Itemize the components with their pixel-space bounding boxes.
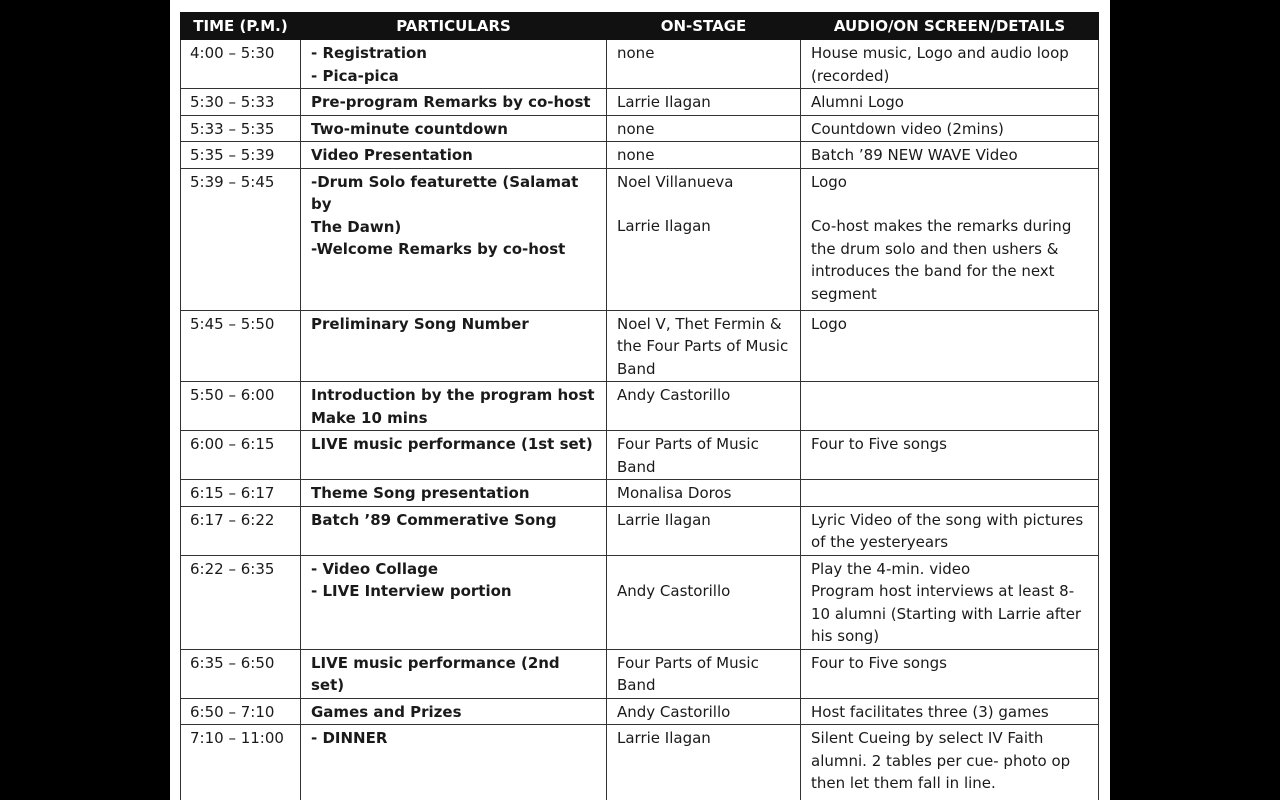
details-line: Batch ’89 NEW WAVE Video bbox=[811, 146, 1018, 164]
cell-particulars bbox=[301, 506, 607, 555]
cell-particulars bbox=[301, 698, 607, 725]
cell-details bbox=[801, 115, 1099, 142]
cell-particulars bbox=[301, 310, 607, 382]
particulars-line: -Welcome Remarks by co-host bbox=[311, 240, 566, 258]
details-line: then let them fall in line. bbox=[811, 774, 996, 792]
details-line: Logo bbox=[811, 314, 847, 333]
details-line: Host facilitates three (3) games bbox=[811, 702, 1049, 721]
spacer bbox=[811, 193, 1090, 215]
cell-particulars bbox=[301, 40, 607, 89]
table-body bbox=[181, 40, 1099, 800]
cell-onstage bbox=[607, 382, 801, 431]
details-line: House music, Logo and audio loop bbox=[811, 44, 1069, 62]
cell-time: 6:00 – 6:15 bbox=[181, 431, 301, 480]
cell-time: 4:00 – 5:30 bbox=[181, 40, 301, 89]
table-row bbox=[181, 310, 1099, 382]
header-time: TIME (P.M.) bbox=[181, 13, 301, 40]
details-line: Countdown video (2mins) bbox=[811, 119, 1004, 138]
header-particulars: PARTICULARS bbox=[301, 13, 607, 40]
particulars-line: Batch ’89 Commerative Song bbox=[311, 510, 557, 529]
onstage-line: Andy Castorillo bbox=[617, 386, 731, 404]
particulars-line: - Video Collage bbox=[311, 559, 439, 578]
table-row bbox=[181, 480, 1099, 507]
cell-onstage bbox=[607, 142, 801, 169]
cell-details bbox=[801, 725, 1099, 800]
cell-time: 5:35 – 5:39 bbox=[181, 142, 301, 169]
cell-details bbox=[801, 40, 1099, 89]
particulars-line: Preliminary Song Number bbox=[311, 314, 529, 333]
particulars-line: LIVE music performance (1st set) bbox=[311, 435, 593, 453]
particulars-line: The Dawn) bbox=[311, 217, 402, 236]
details-line: Alumni Logo bbox=[811, 93, 904, 111]
cell-time: 5:45 – 5:50 bbox=[181, 310, 301, 382]
details-line: Logo bbox=[811, 172, 847, 191]
table-row bbox=[181, 142, 1099, 169]
cell-time: 6:15 – 6:17 bbox=[181, 480, 301, 507]
particulars-line: - Registration bbox=[311, 44, 427, 62]
table-row bbox=[181, 555, 1099, 649]
onstage-line: Band bbox=[617, 359, 656, 378]
particulars-line: Two-minute countdown bbox=[311, 119, 508, 138]
onstage-line: Andy Castorillo bbox=[617, 581, 731, 600]
program-schedule-table bbox=[180, 12, 1099, 800]
table-row bbox=[181, 506, 1099, 555]
cell-onstage bbox=[607, 310, 801, 382]
cell-onstage bbox=[607, 555, 801, 649]
particulars-line: Make 10 mins bbox=[311, 408, 428, 427]
onstage-line: the Four Parts of Music bbox=[617, 337, 789, 355]
table-header-row bbox=[181, 13, 1099, 40]
onstage-line: Four Parts of Music bbox=[617, 653, 759, 672]
particulars-line: - DINNER bbox=[311, 729, 388, 747]
onstage-line: Noel Villanueva bbox=[617, 172, 734, 191]
onstage-line: none bbox=[617, 119, 655, 138]
spacer bbox=[617, 193, 792, 215]
header-onstage: ON-STAGE bbox=[607, 13, 801, 40]
cell-particulars bbox=[301, 480, 607, 507]
cell-onstage bbox=[607, 89, 801, 116]
cell-time: 5:30 – 5:33 bbox=[181, 89, 301, 116]
particulars-line: Video Presentation bbox=[311, 146, 473, 164]
table-row bbox=[181, 725, 1099, 800]
cell-details bbox=[801, 431, 1099, 480]
cell-particulars bbox=[301, 649, 607, 698]
cell-particulars bbox=[301, 725, 607, 800]
cell-particulars bbox=[301, 115, 607, 142]
cell-details bbox=[801, 698, 1099, 725]
particulars-line: -Drum Solo featurette (Salamat by bbox=[311, 172, 579, 213]
cell-onstage bbox=[607, 725, 801, 800]
document-page bbox=[170, 0, 1110, 800]
cell-details bbox=[801, 168, 1099, 310]
details-line: 10 alumni (Starting with Larrie after bbox=[811, 604, 1082, 623]
cell-onstage bbox=[607, 649, 801, 698]
particulars-line: LIVE music performance (2nd set) bbox=[311, 653, 560, 694]
cell-details bbox=[801, 142, 1099, 169]
table-row bbox=[181, 168, 1099, 310]
particulars-line: Theme Song presentation bbox=[311, 484, 530, 502]
cell-onstage bbox=[607, 431, 801, 480]
particulars-line: Pre-program Remarks by co-host bbox=[311, 93, 591, 111]
onstage-line: Larrie Ilagan bbox=[617, 217, 711, 235]
particulars-line: Games and Prizes bbox=[311, 702, 462, 721]
cell-onstage bbox=[607, 480, 801, 507]
onstage-line: none bbox=[617, 146, 655, 164]
details-line: Program host interviews at least 8- bbox=[811, 582, 1075, 600]
table-row bbox=[181, 698, 1099, 725]
cell-details bbox=[801, 649, 1099, 698]
cell-onstage bbox=[607, 698, 801, 725]
cell-time: 6:35 – 6:50 bbox=[181, 649, 301, 698]
cell-time: 7:10 – 11:00 bbox=[181, 725, 301, 800]
cell-time: 5:33 – 5:35 bbox=[181, 115, 301, 142]
table-row bbox=[181, 40, 1099, 89]
details-line: Co-host makes the remarks during the drum solo and then ushers & introduces the band for the next segment bbox=[811, 217, 1072, 303]
particulars-line: - Pica-pica bbox=[311, 66, 399, 85]
cell-onstage bbox=[607, 40, 801, 89]
table-row bbox=[181, 431, 1099, 480]
onstage-line: Larrie Ilagan bbox=[617, 729, 711, 747]
onstage-line: Larrie Ilagan bbox=[617, 510, 711, 529]
details-line: Four to Five songs bbox=[811, 435, 947, 453]
onstage-line: Band bbox=[617, 676, 656, 694]
cell-details bbox=[801, 506, 1099, 555]
details-line: (recorded) bbox=[811, 66, 890, 85]
cell-particulars bbox=[301, 142, 607, 169]
cell-details bbox=[801, 310, 1099, 382]
onstage-line: Noel V, Thet Fermin & bbox=[617, 314, 782, 333]
details-line: Lyric Video of the song with pictures bbox=[811, 510, 1084, 529]
cell-details bbox=[801, 382, 1099, 431]
table-row bbox=[181, 89, 1099, 116]
cell-time: 6:17 – 6:22 bbox=[181, 506, 301, 555]
cell-time: 6:50 – 7:10 bbox=[181, 698, 301, 725]
cell-particulars bbox=[301, 382, 607, 431]
cell-details bbox=[801, 555, 1099, 649]
particulars-line: - LIVE Interview portion bbox=[311, 582, 512, 600]
cell-details bbox=[801, 89, 1099, 116]
details-line: Play the 4-min. video bbox=[811, 559, 971, 578]
details-line: alumni. 2 tables per cue- photo op bbox=[811, 751, 1071, 770]
cell-time: 6:22 – 6:35 bbox=[181, 555, 301, 649]
table-row bbox=[181, 382, 1099, 431]
cell-particulars bbox=[301, 89, 607, 116]
cell-time: 5:50 – 6:00 bbox=[181, 382, 301, 431]
cell-onstage bbox=[607, 506, 801, 555]
table-row bbox=[181, 649, 1099, 698]
table-row bbox=[181, 115, 1099, 142]
particulars-line: Introduction by the program host bbox=[311, 386, 595, 404]
details-line: his song) bbox=[811, 627, 880, 645]
details-line: Four to Five songs bbox=[811, 653, 947, 672]
cell-onstage bbox=[607, 168, 801, 310]
onstage-line: none bbox=[617, 44, 655, 62]
onstage-line: Band bbox=[617, 457, 656, 476]
onstage-line: Four Parts of Music bbox=[617, 435, 759, 453]
cell-time: 5:39 – 5:45 bbox=[181, 168, 301, 310]
details-line: Silent Cueing by select IV Faith bbox=[811, 729, 1044, 747]
cell-particulars bbox=[301, 431, 607, 480]
header-details: AUDIO/ON SCREEN/DETAILS bbox=[801, 13, 1099, 40]
cell-details bbox=[801, 480, 1099, 507]
cell-particulars bbox=[301, 555, 607, 649]
details-line: of the yesteryears bbox=[811, 533, 949, 551]
cell-onstage bbox=[607, 115, 801, 142]
onstage-line: Andy Castorillo bbox=[617, 702, 731, 721]
onstage-line: Larrie Ilagan bbox=[617, 93, 711, 111]
cell-particulars bbox=[301, 168, 607, 310]
spacer bbox=[617, 558, 792, 580]
onstage-line: Monalisa Doros bbox=[617, 484, 732, 502]
